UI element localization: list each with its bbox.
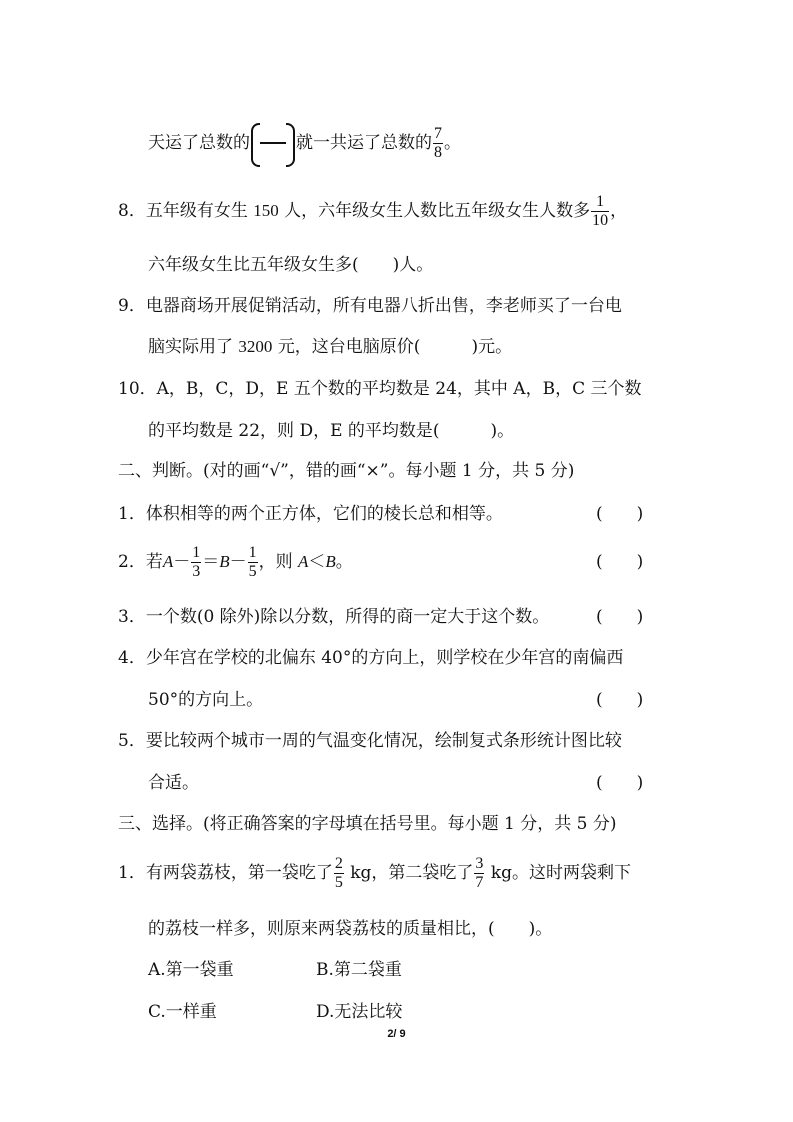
q7-text-before: 天运了总数的 bbox=[148, 133, 250, 153]
q7-text-after: 。 bbox=[444, 133, 461, 153]
judge-item-1: 1．体积相等的两个正方体，它们的棱长总和相等。 bbox=[118, 504, 503, 524]
fraction-3-7: $\frac{3}{7}$ bbox=[475, 855, 484, 891]
option-c: C.一样重 bbox=[148, 1002, 217, 1022]
answer-blank-box bbox=[251, 123, 295, 165]
judge-item-4-line2: 50°的方向上。 bbox=[148, 690, 264, 710]
q8-number: 8． bbox=[118, 201, 146, 221]
q10-line1: 10．A，B，C，D，E 五个数的平均数是 24，其中 A，B，C 三个数 bbox=[118, 379, 642, 399]
answer-paren-2: ( ) bbox=[596, 552, 644, 572]
option-d: D.无法比较 bbox=[316, 1002, 403, 1022]
q9-number: 9． bbox=[118, 296, 146, 316]
judge-item-5-line2: 合适。 bbox=[148, 773, 199, 793]
fraction-2-5: $\frac{2}{5}$ bbox=[334, 855, 343, 891]
q10-line2: 的平均数是 22，则 D，E 的平均数是( )。 bbox=[148, 421, 515, 441]
judge-item-2: 2．若A－ $\frac{1}{3}$ ＝B－ $\frac{1}{5}$ ，则 A＜B。 bbox=[118, 544, 353, 580]
choice-q1-line1: 1．有两袋荔枝，第一袋吃了 $\frac{2}{5}$ kg，第二袋吃了 $\frac{3}{7}$ kg。这时两袋剩下 bbox=[118, 855, 632, 891]
option-a: A.第一袋重 bbox=[148, 960, 234, 980]
q7-text-middle: 就一共运了总数的 bbox=[296, 133, 432, 153]
answer-paren-3: ( ) bbox=[596, 607, 644, 627]
page-number: 2/ 9 bbox=[387, 1028, 406, 1040]
section-3-title: 三、选择。(将正确答案的字母填在括号里。每小题 1 分，共 5 分) bbox=[118, 814, 617, 834]
fraction-1-3: $\frac{1}{3}$ bbox=[192, 544, 201, 580]
answer-paren-1: ( ) bbox=[596, 504, 644, 524]
judge-item-4-line1: 4．少年宫在学校的北偏东 40°的方向上，则学校在少年宫的南偏西 bbox=[118, 648, 624, 668]
q9-line1: 9．电器商场开展促销活动，所有电器八折出售，李老师买了一台电 bbox=[118, 296, 622, 316]
q7-continuation-line bbox=[148, 119, 461, 167]
fraction-7-8: $\frac{7}{8}$ bbox=[434, 125, 442, 161]
judge-item-3: 3．一个数(0 除外)除以分数，所得的商一定大于这个数。 bbox=[118, 607, 550, 627]
section-2-title: 二、判断。(对的画“√”，错的画“×”。每小题 1 分，共 5 分) bbox=[118, 461, 575, 481]
q9-line2: 脑实际用了 3200 元，这台电脑原价( )元。 bbox=[148, 337, 513, 357]
choice-q1-line2: 的荔枝一样多，则原来两袋荔枝的质量相比，( )。 bbox=[148, 919, 553, 939]
option-b: B.第二袋重 bbox=[316, 960, 402, 980]
q10-number: 10． bbox=[118, 379, 157, 399]
judge-item-5-line1: 5．要比较两个城市一周的气温变化情况，绘制复式条形统计图比较 bbox=[118, 731, 622, 751]
answer-paren-5: ( ) bbox=[596, 773, 644, 793]
q8-line1: 8．五年级有女生 150 人，六年级女生人数比五年级女生人数多 $\frac{1}{10}$ ， bbox=[118, 193, 628, 229]
answer-paren-4: ( ) bbox=[596, 690, 644, 710]
fraction-1-10: $\frac{1}{10}$ bbox=[592, 193, 609, 229]
fraction-1-5: $\frac{1}{5}$ bbox=[248, 544, 257, 580]
q8-line2: 六年级女生比五年级女生多( )人。 bbox=[148, 255, 434, 275]
